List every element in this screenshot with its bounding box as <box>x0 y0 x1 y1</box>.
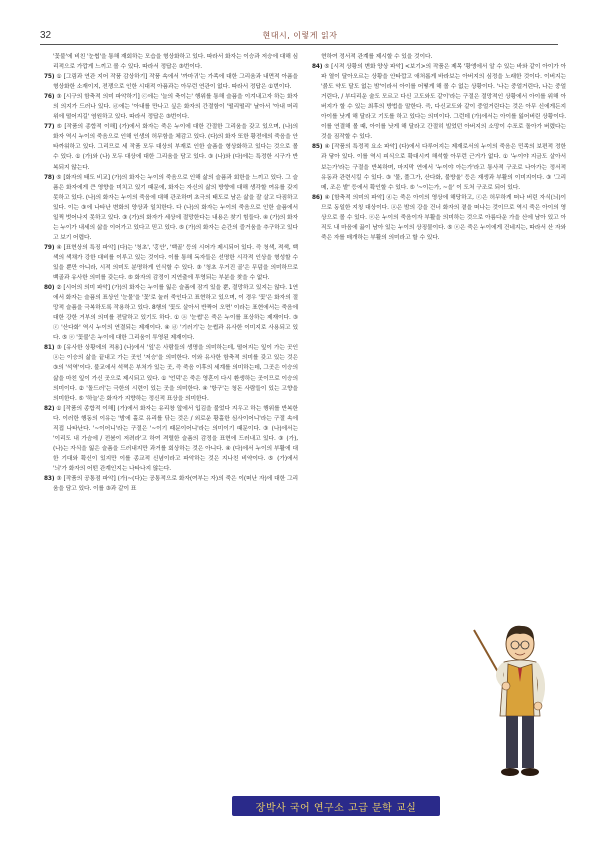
entry-number: 86) <box>312 194 323 201</box>
answer-entry <box>44 404 298 474</box>
answer-entry <box>44 72 298 92</box>
entry-text: ⑤ [시적 상황의 변화 양상 파악] <보기>의 작품은 제목 '황앵에서 알 수 있는 바와 같이 아이가 아파 열이 달아오르는 상황을 안타깝고 애처롭게 바라보는 아버지의 심정을 노래한 것이다. 이버지는 '붉도 약도 달도 없는 밤'이라서 아이를 어떻게 해 볼 수 없는 상황이다. '나는 중얼거린다, 나는 중얼거린다, / 부디리운 술도 모르고 다신 고도와도 같이'라는 구절은 절망적인 상황에서 아이를 위해 아버지가 할 수 있는 최후의 방법을 말한다. 즉, 다신교도와 같이 중얼거린다는 것은 아무 신에게든지 아이를 낫게 해 달라고 기도를 하고 있다는 의미이다. 그런데 (가)에서는 아이를 잃어버린 상황이다. 이를 연결해 볼 때, 아이를 낫게 해 달라고 간절히 빌었던 아버지의 소망이 수포로 돌아가 버렸다는 것을 짐작할 수 있다. <box>321 64 566 141</box>
entry-text: ① [작품의 종합적 이해] (가)에서 화자는 유리창 앞에서 입김을 불었다 지우고 하는 행위를 반복한다. 이러한 행동의 이유는 '밤에 홀로 유리를 닦는 것은 / 외로운 황홀한 심사이어니'라는 구절 속에 직접 나타난다. '~이어니'라는 구절은 '~이기 때문이어니'라는 의미이기 때문이다. ③ (나)에서는 '이리도 내 가슴에 / 전붐이 저려라'고 하여 격렬한 슬픔의 감정을 표현에 드러내고 있다. ③ (가), (나)는 자식을 잃은 슬픔을 드러내지만 과거를 회상하는 것은 아니다. ④ (다)에서 누이의 부활에 대한 기대와 확신이 있지만 이를 종교적 신념이라고 파악하는 것은 지나친 비약이다. ⑤ (가)에서 '늬'가 화자의 어떤 관계인지는 나타나지 않는다. <box>53 405 298 472</box>
entry-text: ③ [시구의 함축적 의미 파악하기] ⓒ에는 '늘의 축이는' 행위를 통해 슬픔을 이겨내고자 하는 화자의 의지가 드러나 있다. ⓓ에는 '아내를 만나고 싶은 화자의 간절함이 '떨리떨리' 날아서 '아내 머리 위에 떨어지길' 염원하고 있다. 따라서 정답은 ③번이다. <box>53 94 298 121</box>
answer-entry <box>312 62 566 142</box>
entry-text: ④ [작품의 특정적 요소 파악] (다)에서 다루어지는 제재로서의 누이의 죽음은 민족의 보편적 정한과 닿아 있다. 이를 역시 피식으로 확대시켜 해석할 아무런 근거가 없다. ① '누이야 지금도 살아서 보는가'라는 구절을 반복하며, 마지막 연에서 '누이야 아는가'라고 통사적 구조로 나아가는 정서적 유동과 관련시킬 수 있다. ③ '물, 풀그가, 산다화, 불방울' 등은 재생과 부활의 이미지이다. ③ '그리메, 조은 밭' 등에서 확인할 수 있다. ⑤ '~이는가, ~을' 이 도처 구조로 되어 있다. <box>321 144 566 191</box>
answer-entry <box>44 173 298 243</box>
cartoon-figure-illustration <box>468 604 558 784</box>
entry-number: 75) <box>44 74 55 81</box>
left-column <box>44 52 298 792</box>
entry-number: 78) <box>44 174 55 181</box>
answer-entry <box>312 142 566 192</box>
entry-text: ② [시어의 의미 파악] (가)의 화자는 누이를 잃은 슬픔에 잠겨 있을 뿐, 절망하고 있지는 않다. 1연에서 화자는 슬픔의 표상인 '눈물'을 '꽃'로 눌러 죽인다고 표현하고 있으며, 이 경우 '꽃'은 화자의 절망적 슬픔을 극복하도록 작용하고 있다. 8행의 '꽃도 살아서 반짝어 오면' 이라는 표현에서는 죽음에 대한 강한 거부의 의미를 전달하고 있기도 하다. ① ⓐ '눈썹'은 죽은 누이를 표상하는 제재이다. ③ ⓒ '산다화' 역시 누이의 연결되는 제재이다. ④ ⓓ '기러기'는 눈썹과 유사한 이미지로 사용되고 있다. ⑤ ⓔ '꽃불'은 누이에 대한 그리움이 투영된 제재이다. <box>53 285 298 342</box>
entry-number: 85) <box>312 144 323 151</box>
answer-entry <box>44 122 298 172</box>
entry-text: ⑤ [작품의 종합적 이해] (가)에서 화자는 죽은 누이에 대한 간절한 그리움을 갖고 있으며, (나)의 화자 역시 누이의 죽음으로 인해 인생의 허무함을 체감고 있다. (다)의 화자 또한 황전에의 죽음을 안타까워하고 있다. 그리므로 세 작품 모두 대상의 부재로 인한 슬픔을 형상화하고 있다는 것으로 볼 수 있다. ① (가)와 (나) 모두 대상에 대한 그리움을 담고 있다. ③ (나)와 (다)에는 특정한 시구가 반복되지 않는다. <box>53 124 298 171</box>
answer-entry <box>44 343 298 403</box>
answer-entry <box>44 92 298 122</box>
entry-text: ④ [표현상의 특징 파악] (다)는 '청초', '홍안', '백골' 등의 시어가 제시되어 있다. 즉 청색, 적색, 백색의 색채가 강한 대비를 이루고 있는 것이다. 이를 통해 독자들은 선명한 시각적 인상을 형성할 수 있을 뿐만 아니라, 시적 의미도 분명하게 인식할 수 있다. ③ '청초 우거진 골'은 무덤을 의미하므로 백골과 유사한 의미를 갖는다. ⑤ 화자의 감정이 지연출에 투영되는 부분을 찾을 수 없다. <box>53 244 298 282</box>
entry-text: ③ [작품의 공통점 파악] (가)~(다)는 공통적으로 화자(여부는 자)의 죽은 이(떠난 자)에 대한 그리움을 담고 있다. 이를 ③과 같이 표 <box>53 475 298 493</box>
running-title: 현대시, 이렇게 읽자 <box>262 31 338 40</box>
answer-entry <box>44 52 298 72</box>
answer-entry <box>312 193 566 243</box>
entry-number: 82) <box>44 405 55 412</box>
entry-text: 현하여 정서적 관계를 제시할 수 있을 것이다. <box>321 54 433 60</box>
entry-number: 83) <box>44 475 55 482</box>
header-rule <box>40 44 558 45</box>
right-column <box>312 52 566 432</box>
footer-banner: 장박사 국어 연구소 고급 문학 교실 <box>232 796 440 816</box>
answer-entry <box>44 283 298 343</box>
entry-text: ③ [유사한 상황에의 적용] (나)에서 '잎'은 사람들의 생명을 의미하는데, 떨어지는 잎이 가는 곳인 ⓐ는 이승의 삶을 끝내고 가는 곳인 '저승'을 의미한다. 이와 유사한 함축적 의미를 갖고 있는 것은 ③의 '석역'이다. 불교에서 석쩍은 부처가 있는 곳, 즉 죽음 이후의 세계를 의미하는데, 그곳은 이승의 삶을 마친 잎이 가신 곳으로 제시되고 있다. ① '언덕'은 죽은 영혼이 다시 환생하는 곳이므로 이승의 의미이다. ② '돌드러'는 극한의 시련이 있는 곳을 의미한다. ④ '항구'는 청돈 사람들이 있는 고향을 의미한다. ⑤ '하늘'은 화자가 지향하는 정신적 표상을 의미한다. <box>53 345 298 402</box>
answer-entry <box>44 474 298 494</box>
entry-number: 79) <box>44 244 55 251</box>
entry-text: ⑤ [화자의 태도 비교] (가)의 화자는 누이의 죽음으로 인해 삶의 슬픔과 회한을 느끼고 있다. 그 슬픔은 화자에게 큰 영향을 미치고 있기 때문에, 화자는 자신의 삶의 방향에 대해 생각할 여유를 갖지 못하고 있다. (나)의 화자는 누이의 죽음에 대해 관조하며 초극의 태도로 남은 삶을 잘 살고 다짐하고 있다. 이는 ③에 나타난 변화의 양상과 일치한다. 다 (나)의 화자는 누이의 죽음으로 인한 슬픔에서 일찍 벗어나지 못하고 있다. ③ (가)의 화자가 세상에 절망한다는 내용은 찾기 힘들다. ④ (가)의 화자는 누이가 내세의 삶을 이어가고 있다고 믿고 있다. ⑤ (가)의 화자는 순간의 즐거움을 추구하고 있다고 보기 어렵다. <box>53 174 298 241</box>
entry-text: '꽃불'에 비친 '눈썹'을 통해 재회하는 모습을 형상화하고 있다. 따라서 화자는 이승과 저승에 대해 심리적으로 가깝게 느끼고 볼 수 있다. 따라서 정답은 ③번이다. <box>53 54 298 71</box>
entry-text: ④ [함축적 의미의 파악] ⓓ는 죽은 아이의 영상에 해당하고, ⓒ은 허무하게 떠나 버린 자식(늬)이므로 동일한 지칭 대상이다. ⓐ은 밤의 강을 건너 화자의 곁을 떠나는 것이므로 역시 죽은 아이의 영상으로 볼 수 있다. ⓔ은 누이의 죽음이자 부활을 의미하는 것으로 아름다운 가을 산에 남아 있고 아직도 내 마음에 끓이 남아 있는 누이의 상징물이다. ⑤ ⓔ은 죽은 누이에게 건네지는, 따라서 산 자와 죽은 자를 매개하는 부활의 의미라고 할 수 있다. <box>321 194 566 241</box>
entry-number: 80) <box>44 285 55 292</box>
entry-number: 81) <box>44 345 55 352</box>
answer-entry <box>44 243 298 283</box>
entry-number: 84) <box>312 64 323 71</box>
entry-number: 77) <box>44 124 55 131</box>
entry-number: 76) <box>44 94 55 101</box>
entry-text: ① [그림과 연관 지어 작품 감상하기] 작품 속에서 '까마귀'는 가족에 대한 그리움과 내면적 아픔을 형상화한 소재이지, 전쟁으로 인한 시대적 아픔과는 아무런 연관이 없다. 따라서 정답은 ①번이다. <box>53 74 298 91</box>
answer-entry <box>312 52 566 62</box>
page-number: 32 <box>40 30 52 41</box>
